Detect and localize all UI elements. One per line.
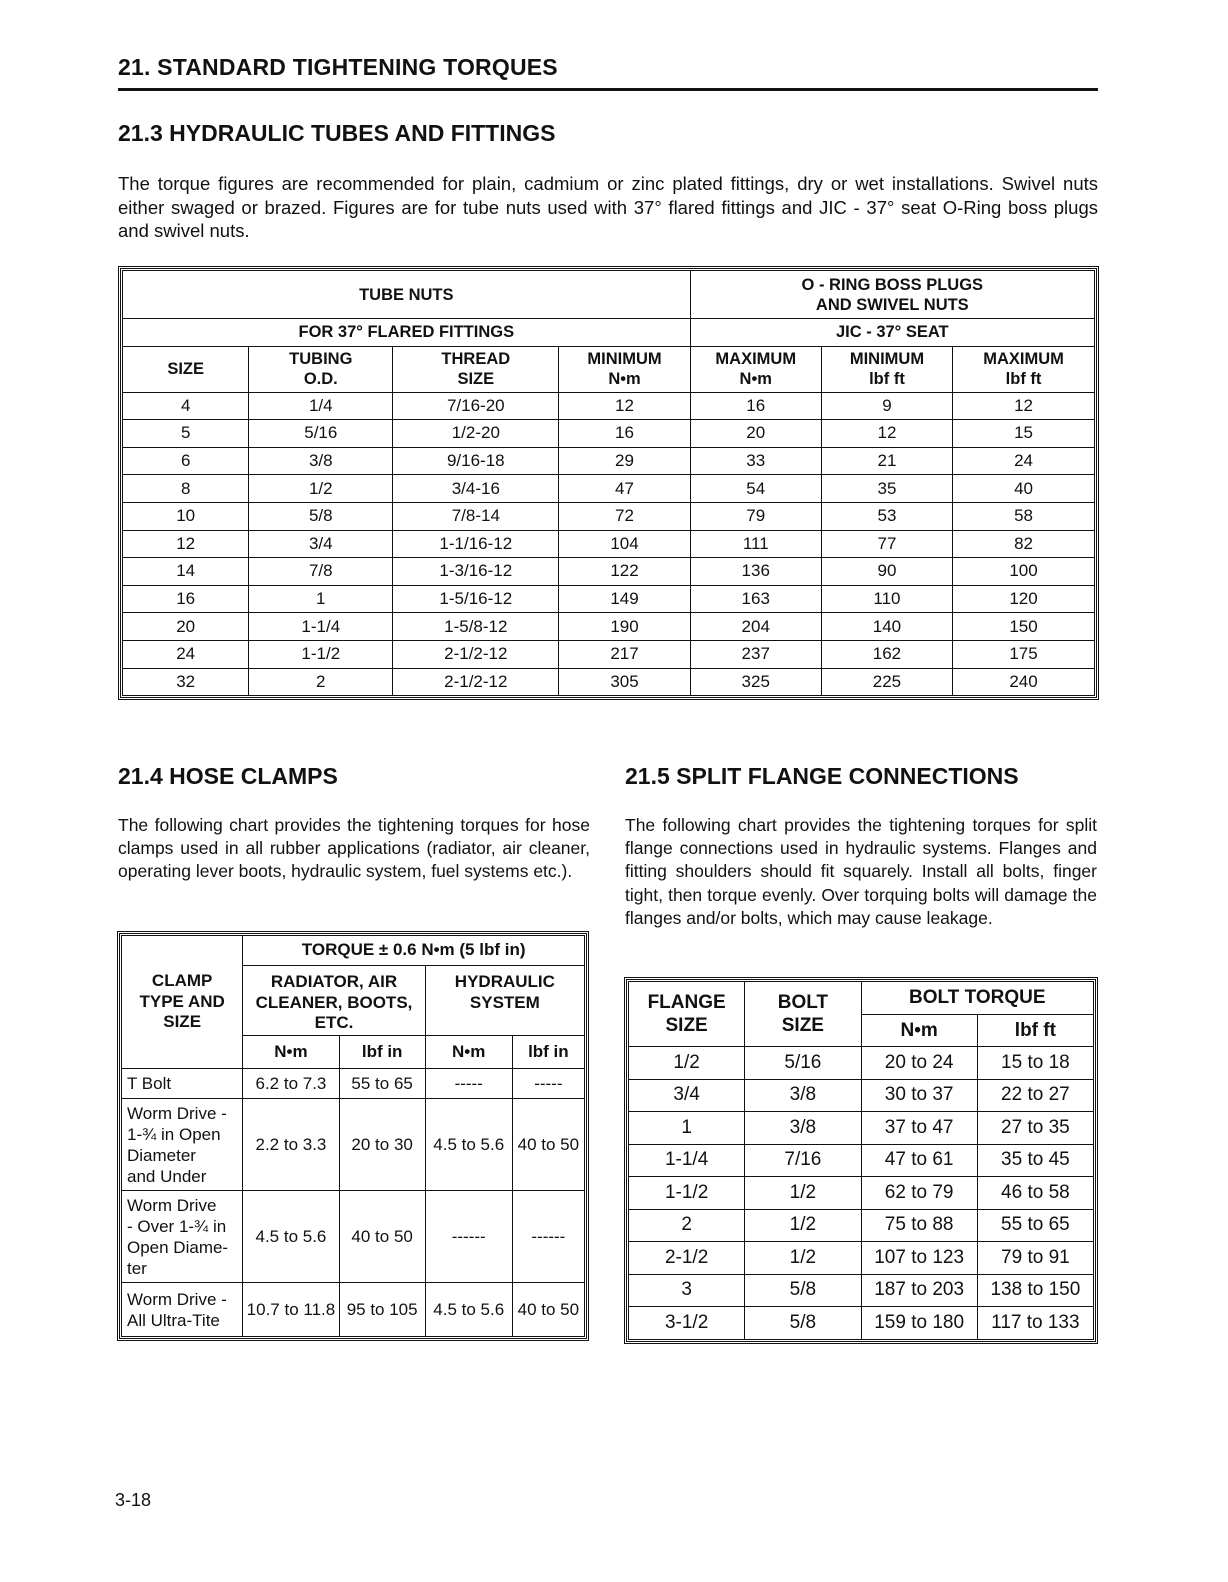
table-row <box>123 475 1095 503</box>
table-cell: 237 <box>690 640 821 668</box>
table-cell: 24 <box>123 640 249 668</box>
table-cell: 3/4 <box>629 1079 745 1112</box>
unit-lbf-header: lbf ft <box>977 1014 1093 1047</box>
table-cell: 79 to 91 <box>977 1242 1093 1275</box>
table-cell: 217 <box>559 640 690 668</box>
page-number: 3-18 <box>115 1490 152 1510</box>
chapter-title: 21. STANDARD TIGHTENING TORQUES <box>118 54 558 80</box>
clamp-type-header: CLAMP TYPE AND SIZE <box>122 936 243 1069</box>
section-21-3-intro: The torque figures are recommended for plain, cadmium or zinc plated fittings, dry or wet installations. Swivel nuts either swaged or brazed. Figures are for tube nuts used with 37° flared fittings and JIC - 37° seat O-Ring boss plugs and swivel nuts. <box>118 173 1098 241</box>
table-cell: 5/16 <box>745 1047 861 1080</box>
table-cell: 37 to 47 <box>861 1112 977 1145</box>
table-cell: 3 <box>629 1274 745 1307</box>
table-cell: 187 to 203 <box>861 1274 977 1307</box>
table-cell: 5/16 <box>249 420 393 448</box>
column-header: SIZE <box>123 346 249 392</box>
table-cell: 16 <box>690 392 821 420</box>
unit-header: lbf in <box>512 1036 584 1069</box>
bolt-size-header: BOLT SIZE <box>745 982 861 1047</box>
table-cell: 46 to 58 <box>977 1177 1093 1210</box>
table-row <box>629 1242 1094 1275</box>
column-header: MINIMUM N•m <box>559 346 690 392</box>
table-row <box>629 1209 1094 1242</box>
table-cell: 16 <box>123 585 249 613</box>
table-cell: 3/4-16 <box>393 475 559 503</box>
table-cell: 104 <box>559 530 690 558</box>
table-cell: 2.2 to 3.3 <box>243 1099 339 1191</box>
table-cell: 162 <box>821 640 952 668</box>
unit-nm-header: N•m <box>861 1014 977 1047</box>
table-row <box>122 1283 585 1337</box>
table-cell: 9 <box>821 392 952 420</box>
section-21-5-title: 21.5 SPLIT FLANGE CONNECTIONS <box>625 763 1019 789</box>
table-row <box>629 1177 1094 1210</box>
table-cell: 4.5 to 5.6 <box>243 1191 339 1283</box>
table-cell: 35 to 45 <box>977 1144 1093 1177</box>
table-cell: 7/8 <box>249 558 393 586</box>
table-cell: 10.7 to 11.8 <box>243 1283 339 1337</box>
tube-nuts-header: TUBE NUTS <box>123 271 691 319</box>
tube-torque-table <box>118 266 1099 700</box>
table-row <box>122 1069 585 1099</box>
table-cell: 2-1/2-12 <box>393 640 559 668</box>
table-cell: 1/2 <box>629 1047 745 1080</box>
table-cell: 1/2 <box>249 475 393 503</box>
table-cell: 15 <box>953 420 1095 448</box>
section-21-4-intro: The following chart provides the tightening torques for hose clamps used in all rubber applications (radiator, air cleaner, operating lever boots, hydraulic system, fuel systems etc.). <box>118 815 590 882</box>
table-cell: 190 <box>559 613 690 641</box>
section-21-4-title: 21.4 HOSE CLAMPS <box>118 763 338 789</box>
column-header: THREAD SIZE <box>393 346 559 392</box>
table-cell: 5/8 <box>745 1307 861 1340</box>
table-cell: 1 <box>249 585 393 613</box>
table-cell: 110 <box>821 585 952 613</box>
section-21-3-title: 21.3 HYDRAULIC TUBES AND FITTINGS <box>118 120 556 146</box>
split-flange-table <box>624 977 1098 1344</box>
table-cell: 3/8 <box>745 1112 861 1145</box>
column-header: MAXIMUM N•m <box>690 346 821 392</box>
table-cell: 305 <box>559 668 690 696</box>
clamp-type-cell: Worm Drive - 1-¾ in Open Diameter and Under <box>122 1099 243 1191</box>
table-cell: ------ <box>512 1191 584 1283</box>
table-row <box>123 668 1095 696</box>
table-cell: 138 to 150 <box>977 1274 1093 1307</box>
table-cell: 55 to 65 <box>339 1069 425 1099</box>
table-cell: 20 to 24 <box>861 1047 977 1080</box>
column-header: MAXIMUM lbf ft <box>953 346 1095 392</box>
table-row <box>629 1144 1094 1177</box>
table-cell: 35 <box>821 475 952 503</box>
table-cell: 20 to 30 <box>339 1099 425 1191</box>
table-cell: 1-1/16-12 <box>393 530 559 558</box>
table-cell: 20 <box>690 420 821 448</box>
table-cell: 32 <box>123 668 249 696</box>
torque-header: TORQUE ± 0.6 N•m (5 lbf in) <box>243 936 585 966</box>
table-row <box>123 392 1095 420</box>
hose-clamp-table <box>117 931 589 1341</box>
table-cell: 40 to 50 <box>339 1191 425 1283</box>
table-cell: 159 to 180 <box>861 1307 977 1340</box>
table-cell: 6 <box>123 447 249 475</box>
flared-fittings-header: FOR 37° FLARED FITTINGS <box>123 319 691 347</box>
table-cell: 2-1/2-12 <box>393 668 559 696</box>
table-row <box>123 640 1095 668</box>
flange-size-header: FLANGE SIZE <box>629 982 745 1047</box>
column-header: MINIMUM lbf ft <box>821 346 952 392</box>
table-cell: 90 <box>821 558 952 586</box>
table-cell: 240 <box>953 668 1095 696</box>
table-cell: 1-5/16-12 <box>393 585 559 613</box>
table-cell: 120 <box>953 585 1095 613</box>
table-cell: 75 to 88 <box>861 1209 977 1242</box>
table-cell: 54 <box>690 475 821 503</box>
table-cell: 2 <box>629 1209 745 1242</box>
table-cell: 77 <box>821 530 952 558</box>
table-cell: 14 <box>123 558 249 586</box>
table-cell: 40 <box>953 475 1095 503</box>
table-cell: 111 <box>690 530 821 558</box>
chapter-rule <box>118 88 1098 91</box>
table-cell: 53 <box>821 502 952 530</box>
table-row <box>123 585 1095 613</box>
radiator-header: RADIATOR, AIR CLEANER, BOOTS, ETC. <box>243 966 425 1036</box>
table-cell: 325 <box>690 668 821 696</box>
table-cell: 163 <box>690 585 821 613</box>
table-cell: 82 <box>953 530 1095 558</box>
oring-header: O - RING BOSS PLUGS AND SWIVEL NUTS <box>690 271 1094 319</box>
table-cell: 29 <box>559 447 690 475</box>
table-cell: ------ <box>425 1191 512 1283</box>
table-cell: 55 to 65 <box>977 1209 1093 1242</box>
table-cell: 3/8 <box>249 447 393 475</box>
table-row <box>123 613 1095 641</box>
table-cell: 79 <box>690 502 821 530</box>
bolt-torque-header: BOLT TORQUE <box>861 982 1094 1015</box>
table-row <box>123 530 1095 558</box>
jic-seat-header: JIC - 37° SEAT <box>690 319 1094 347</box>
table-cell: 21 <box>821 447 952 475</box>
unit-header: lbf in <box>339 1036 425 1069</box>
table-cell: 33 <box>690 447 821 475</box>
table-cell: 1/2 <box>745 1177 861 1210</box>
table-cell: 16 <box>559 420 690 448</box>
table-cell: 1-1/2 <box>629 1177 745 1210</box>
table-cell: 47 <box>559 475 690 503</box>
table-cell: 136 <box>690 558 821 586</box>
table-cell: 3-1/2 <box>629 1307 745 1340</box>
table-cell: 1/2-20 <box>393 420 559 448</box>
table-cell: 10 <box>123 502 249 530</box>
table-cell: 24 <box>953 447 1095 475</box>
table-cell: 2 <box>249 668 393 696</box>
table-row <box>123 502 1095 530</box>
table-cell: 1/2 <box>745 1242 861 1275</box>
table-cell: 20 <box>123 613 249 641</box>
table-cell: 1/4 <box>249 392 393 420</box>
table-cell: 1-5/8-12 <box>393 613 559 641</box>
table-row <box>629 1047 1094 1080</box>
table-cell: 12 <box>123 530 249 558</box>
table-cell: 4 <box>123 392 249 420</box>
table-row <box>123 558 1095 586</box>
table-cell: 122 <box>559 558 690 586</box>
table-cell: 1/2 <box>745 1209 861 1242</box>
table-cell: 6.2 to 7.3 <box>243 1069 339 1099</box>
table-row <box>629 1274 1094 1307</box>
table-cell: 27 to 35 <box>977 1112 1093 1145</box>
table-cell: 58 <box>953 502 1095 530</box>
table-cell: 8 <box>123 475 249 503</box>
table-row <box>629 1307 1094 1340</box>
table-cell: 5/8 <box>745 1274 861 1307</box>
table-cell: 7/16 <box>745 1144 861 1177</box>
table-cell: 15 to 18 <box>977 1047 1093 1080</box>
section-21-5-intro: The following chart provides the tightening torques for split flange connections used in hydraulic systems. Flanges and fitting shoulders should fit squarely. Install all bolts, finger tight, then torque evenly. Over torquing bolts will damage the flanges and/or bolts, which may cause leakage. <box>625 815 1097 928</box>
clamp-type-cell: T Bolt <box>122 1069 243 1099</box>
table-cell: ----- <box>425 1069 512 1099</box>
table-cell: 12 <box>559 392 690 420</box>
table-cell: 5/8 <box>249 502 393 530</box>
table-cell: 1 <box>629 1112 745 1145</box>
table-cell: 95 to 105 <box>339 1283 425 1337</box>
table-cell: 7/8-14 <box>393 502 559 530</box>
table-cell: 12 <box>953 392 1095 420</box>
table-cell: 40 to 50 <box>512 1283 584 1337</box>
table-cell: 117 to 133 <box>977 1307 1093 1340</box>
table-row <box>629 1079 1094 1112</box>
table-row <box>122 1099 585 1191</box>
table-cell: 30 to 37 <box>861 1079 977 1112</box>
table-row <box>123 447 1095 475</box>
clamp-type-cell: Worm Drive - Over 1-¾ in Open Diame- ter <box>122 1191 243 1283</box>
unit-header: N•m <box>243 1036 339 1069</box>
table-cell: 225 <box>821 668 952 696</box>
table-row <box>122 1191 585 1283</box>
table-cell: ----- <box>512 1069 584 1099</box>
table-cell: 107 to 123 <box>861 1242 977 1275</box>
table-cell: 12 <box>821 420 952 448</box>
table-cell: 47 to 61 <box>861 1144 977 1177</box>
table-row <box>123 420 1095 448</box>
clamp-type-cell: Worm Drive - All Ultra-Tite <box>122 1283 243 1337</box>
table-cell: 72 <box>559 502 690 530</box>
table-cell: 22 to 27 <box>977 1079 1093 1112</box>
table-cell: 1-1/4 <box>629 1144 745 1177</box>
table-cell: 140 <box>821 613 952 641</box>
table-cell: 3/4 <box>249 530 393 558</box>
unit-header: N•m <box>425 1036 512 1069</box>
table-cell: 7/16-20 <box>393 392 559 420</box>
table-cell: 3/8 <box>745 1079 861 1112</box>
table-cell: 1-1/2 <box>249 640 393 668</box>
hydraulic-header: HYDRAULIC SYSTEM <box>425 966 584 1036</box>
table-cell: 5 <box>123 420 249 448</box>
table-cell: 1-1/4 <box>249 613 393 641</box>
table-cell: 9/16-18 <box>393 447 559 475</box>
table-cell: 149 <box>559 585 690 613</box>
table-cell: 62 to 79 <box>861 1177 977 1210</box>
table-cell: 4.5 to 5.6 <box>425 1283 512 1337</box>
table-cell: 40 to 50 <box>512 1099 584 1191</box>
table-cell: 175 <box>953 640 1095 668</box>
table-cell: 100 <box>953 558 1095 586</box>
table-cell: 204 <box>690 613 821 641</box>
table-cell: 150 <box>953 613 1095 641</box>
table-cell: 1-3/16-12 <box>393 558 559 586</box>
table-cell: 4.5 to 5.6 <box>425 1099 512 1191</box>
table-row <box>629 1112 1094 1145</box>
column-header: TUBING O.D. <box>249 346 393 392</box>
table-cell: 2-1/2 <box>629 1242 745 1275</box>
